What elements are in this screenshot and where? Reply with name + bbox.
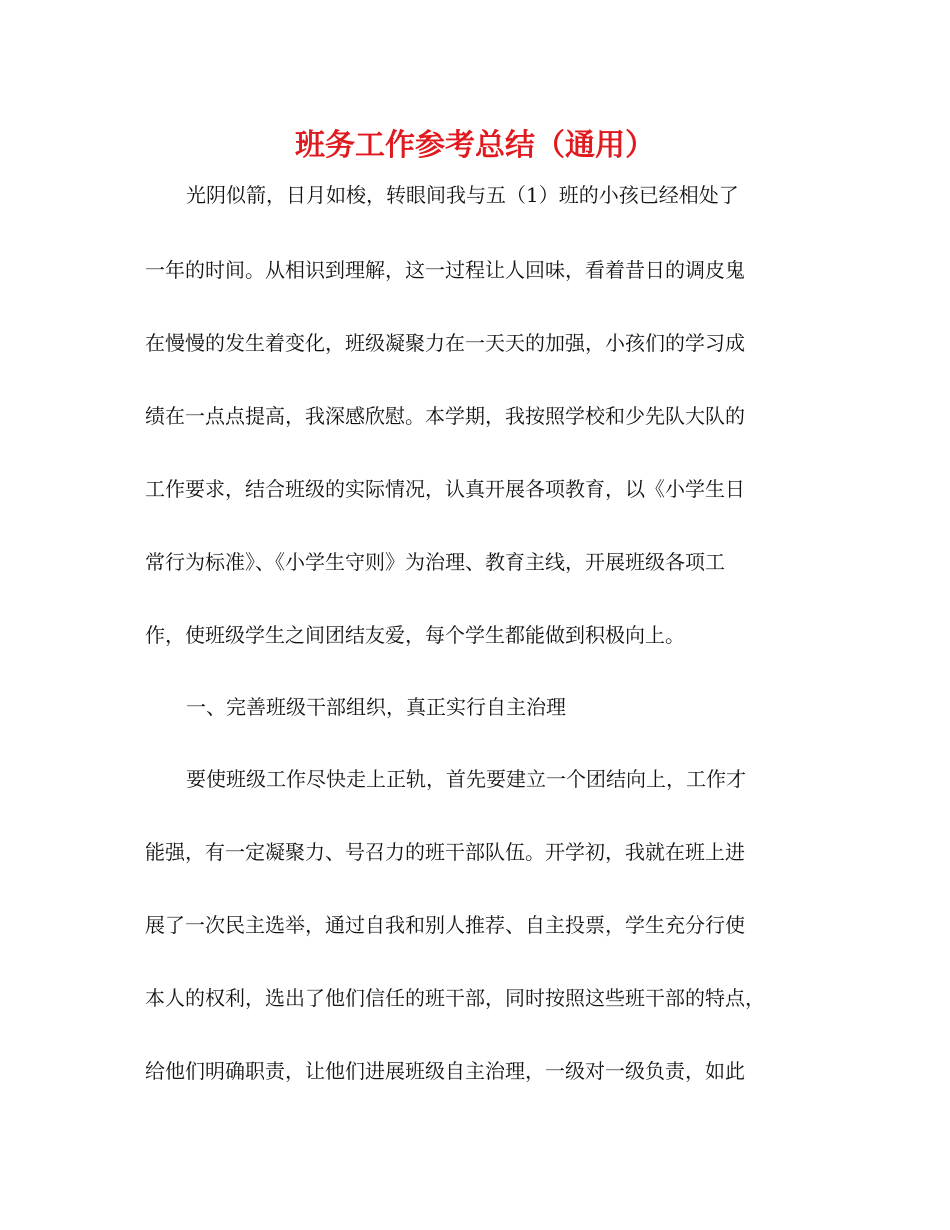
document-title: 班务工作参考总结（通用）: [295, 128, 655, 163]
paragraph-line: 能强，有一定凝聚力、号召力的班干部队伍。开学初，我就在班上进: [145, 840, 745, 864]
paragraph-line: 绩在一点点提高，我深感欣慰。本学期，我按照学校和少先队大队的: [145, 404, 745, 428]
paragraph-line: 展了一次民主选举，通过自我和别人推荐、自主投票，学生充分行使: [145, 913, 745, 937]
paragraph-line: 常行为标准》、《小学生守则》为治理、教育主线，开展班级各项工: [145, 550, 725, 574]
section-heading: 一、完善班级干部组织，真正实行自主治理: [186, 695, 566, 719]
paragraph-line: 工作要求，结合班级的实际情况，认真开展各项教育，以《小学生日: [145, 477, 745, 501]
paragraph-line: 给他们明确职责，让他们进展班级自主治理，一级对一级负责，如此: [145, 1059, 745, 1083]
paragraph-line: 光阴似箭，日月如梭，转眼间我与五（1）班的小孩已经相处了: [186, 183, 739, 207]
paragraph-line: 一年的时间。从相识到理解，这一过程让人回味，看着昔日的调皮鬼: [145, 258, 745, 282]
paragraph-line: 在慢慢的发生着变化，班级凝聚力在一天天的加强，小孩们的学习成: [145, 331, 745, 355]
paragraph-line: 作，使班级学生之间团结友爱，每个学生都能做到积极向上。: [145, 623, 685, 647]
paragraph-line: 要使班级工作尽快走上正轨，首先要建立一个团结向上，工作才: [186, 767, 746, 791]
paragraph-line: 本人的权利，选出了他们信任的班干部，同时按照这些班干部的特点，: [145, 986, 765, 1010]
